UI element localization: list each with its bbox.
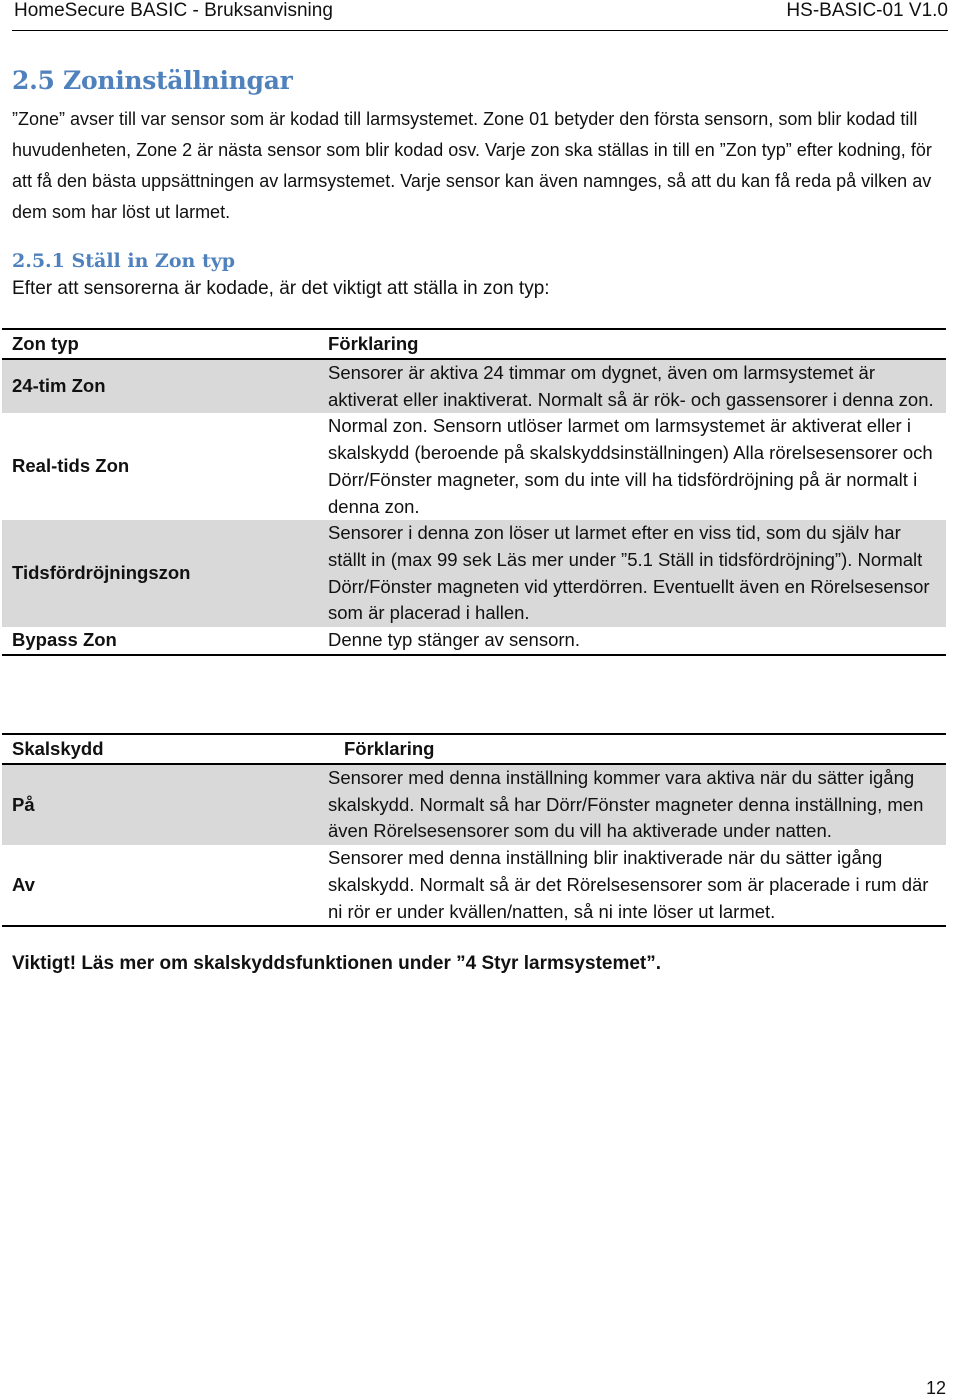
column-header-explanation: Förklaring bbox=[318, 734, 946, 764]
perimeter-table bbox=[2, 733, 946, 927]
zone-type-description: Denne typ stänger av sensorn. bbox=[318, 627, 946, 655]
table-row bbox=[2, 845, 946, 926]
perimeter-setting-label: Av bbox=[2, 845, 318, 926]
column-header-explanation: Förklaring bbox=[318, 329, 946, 359]
column-header-perimeter: Skalskydd bbox=[2, 734, 318, 764]
table-header-row bbox=[2, 734, 946, 764]
section-intro-paragraph: ”Zone” avser till var sensor som är kodad till larmsystemet. Zone 01 betyder den första sensorn, som blir kodad till huvudenheten, Zone 2 är nästa sensor som blir kodad osv. Varje zon ska ställas in till en ”Zon typ” efter kodning, för att få den bästa uppsättningen av larmsystemet. Varje sensor kan även namnges, så att du kan få reda på vilken av dem som har löst ut larmet. bbox=[12, 109, 932, 222]
header-doc-version: HS-BASIC-01 V1.0 bbox=[786, 0, 948, 21]
table-row bbox=[2, 627, 946, 655]
zone-type-label: 24-tim Zon bbox=[2, 359, 318, 413]
zone-type-label: Real-tids Zon bbox=[12, 455, 130, 477]
header-doc-title: HomeSecure BASIC - Bruksanvisning bbox=[14, 0, 333, 21]
zone-type-description: Normal zon. Sensorn utlöser larmet om larmsystemet är aktiverat eller i skalskydd (beroende på skalskyddsinställningen) Alla rörelsesensorer och Dörr/Fönster magneter, som du inte vill ha tidsfördröjning på är normalt i denna zon. bbox=[328, 415, 933, 517]
zone-type-table bbox=[2, 328, 946, 656]
section-heading: 2.5 Zoninställningar bbox=[12, 66, 293, 95]
column-header-zone-type: Zon typ bbox=[2, 329, 318, 359]
zone-type-label: Tidsfördröjningszon bbox=[2, 520, 318, 627]
page-header bbox=[0, 0, 960, 24]
perimeter-setting-description: Sensorer med denna inställning kommer vara aktiva när du sätter igång skalskydd. Normalt så har Dörr/Fönster magneter denna inställning, men även Rörelsesensorer som du vill ha aktiverade under natten. bbox=[318, 764, 946, 845]
perimeter-setting-label: På bbox=[2, 764, 318, 845]
header-divider bbox=[12, 30, 948, 31]
zone-type-description: Sensorer är aktiva 24 timmar om dygnet, även om larmsystemet är aktiverat eller inaktiverat. Normalt så är rök- och gassensorer i denna zon. bbox=[318, 359, 946, 413]
page-number: 12 bbox=[925, 1378, 946, 1398]
perimeter-setting-description: Sensorer med denna inställning blir inaktiverade när du sätter igång skalskydd. Normalt så är det Rörelsesensorer som är placerade i rum där ni rör er under kvällen/natten, så ni inte löser ut larmet. bbox=[318, 845, 946, 926]
table-row bbox=[2, 764, 946, 845]
zone-type-description: Sensorer i denna zon löser ut larmet efter en viss tid, som du själv har ställt in (max 99 sek Läs mer under ”5.1 Ställ in tidsfördröjning”). Normalt Dörr/Fönster magneten vid ytterdörren. Eventuellt även en Rörelsesensor som är placerad i hallen. bbox=[318, 520, 946, 627]
zone-type-label: Bypass Zon bbox=[2, 627, 318, 655]
table-row bbox=[2, 413, 946, 520]
table-row bbox=[2, 359, 946, 413]
table-header-row bbox=[2, 329, 946, 359]
subsection-heading: 2.5.1 Ställ in Zon typ bbox=[12, 250, 236, 272]
subsection-lead-paragraph: Efter att sensorerna är kodade, är det viktigt att ställa in zon typ: bbox=[12, 278, 550, 299]
table-row bbox=[2, 520, 946, 627]
important-note: Viktigt! Läs mer om skalskyddsfunktionen under ”4 Styr larmsystemet”. bbox=[12, 953, 662, 974]
